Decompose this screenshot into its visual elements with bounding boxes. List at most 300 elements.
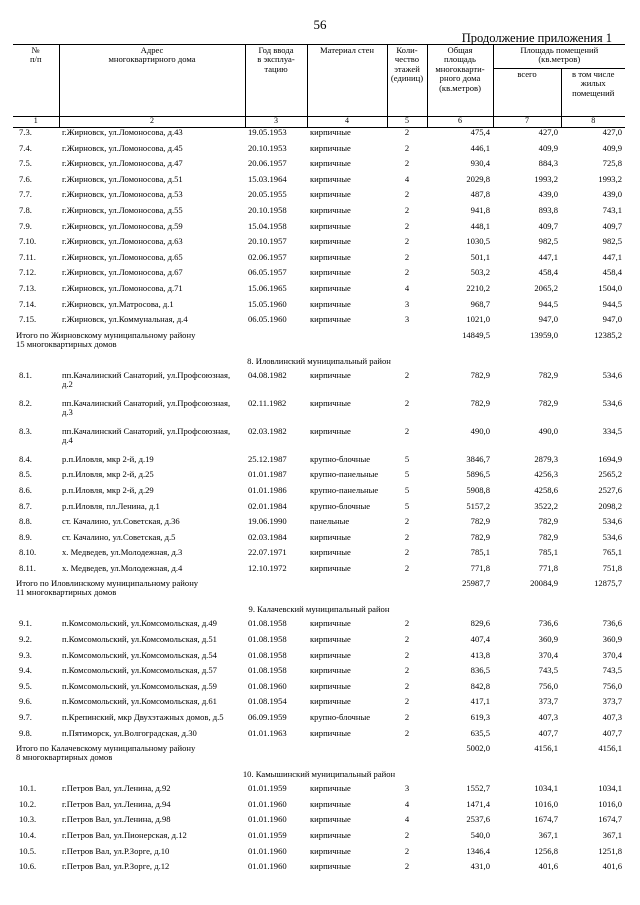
row-premises-residential: 401,6 bbox=[602, 862, 623, 872]
row-address: р.п.Иловля, мкр 2-й, д.25 bbox=[62, 470, 154, 480]
row-year: 20.10.1957 bbox=[248, 237, 287, 247]
row-address: х. Медведев, ул.Молодежная, д.4 bbox=[62, 563, 183, 573]
row-number: 10.1. bbox=[19, 784, 37, 794]
row-number: 9.8. bbox=[19, 728, 32, 738]
district-total-label: Итого по Калачевскому муниципальному району 8 многоквартирных домов bbox=[16, 744, 196, 763]
row-total-area: 5908,8 bbox=[466, 485, 490, 495]
row-floors: 2 bbox=[404, 268, 410, 278]
row-total-area: 1471,4 bbox=[466, 799, 490, 809]
row-premises-all: 771,8 bbox=[538, 563, 558, 573]
row-premises-all: 982,5 bbox=[538, 237, 558, 247]
col-number-2: 2 bbox=[59, 117, 245, 128]
row-year: 01.08.1958 bbox=[248, 635, 287, 645]
row-material: кирпичные bbox=[310, 666, 351, 676]
row-material: кирпичные bbox=[310, 127, 351, 137]
row-year: 01.08.1958 bbox=[248, 650, 287, 660]
district-total-row bbox=[13, 331, 625, 354]
row-address: п.Комсомольский, ул.Комсомольская, д.59 bbox=[62, 681, 217, 691]
row-premises-residential: 360,9 bbox=[602, 635, 623, 645]
row-year: 01.01.1960 bbox=[248, 815, 287, 825]
col-header-total-area: Общая площадь многокварти- рного дома (кв.метров) bbox=[427, 45, 493, 117]
row-year: 01.08.1958 bbox=[248, 619, 287, 629]
row-address: п.Комсомольский, ул.Комсомольская, д.49 bbox=[62, 619, 217, 629]
row-number: 7.6. bbox=[19, 174, 32, 184]
row-year: 06.05.1960 bbox=[248, 315, 287, 325]
col-header-number: № п/п bbox=[13, 45, 59, 117]
row-floors: 5 bbox=[404, 485, 410, 495]
row-floors: 3 bbox=[404, 299, 410, 309]
table-row bbox=[13, 315, 625, 331]
table-row bbox=[13, 800, 625, 816]
row-premises-all: 409,7 bbox=[538, 221, 558, 231]
row-total-area: 836,5 bbox=[470, 666, 490, 676]
continuation-heading: Продолжение приложения 1 bbox=[461, 31, 612, 45]
row-premises-all: 785,1 bbox=[538, 548, 558, 558]
district-section-title: 9. Калачевский муниципальный район bbox=[248, 604, 390, 615]
row-number: 10.2. bbox=[19, 799, 37, 809]
row-address: ст. Качалино, ул.Советская, д.36 bbox=[62, 517, 180, 527]
row-total-area: 782,9 bbox=[470, 517, 490, 527]
district-total-premises-all: 4156,1 bbox=[534, 744, 558, 754]
row-floors: 2 bbox=[404, 681, 410, 691]
row-address: п.Комсомольский, ул.Комсомольская, д.57 bbox=[62, 666, 217, 676]
row-floors: 2 bbox=[404, 370, 410, 380]
row-total-area: 1021,0 bbox=[466, 315, 490, 325]
table-row bbox=[13, 831, 625, 847]
row-floors: 2 bbox=[404, 635, 410, 645]
col-header-premises-residential: в том числе жилых помещений bbox=[561, 69, 625, 117]
row-floors: 3 bbox=[404, 784, 410, 794]
row-premises-all: 782,9 bbox=[538, 398, 558, 408]
row-total-area: 782,9 bbox=[470, 370, 490, 380]
row-premises-residential: 1694,9 bbox=[598, 454, 623, 464]
row-premises-all: 944,5 bbox=[538, 299, 558, 309]
table-row bbox=[13, 517, 625, 533]
row-address: пп.Качалинский Санаторий, ул.Профсоюзная, д.4 bbox=[62, 426, 231, 446]
row-floors: 5 bbox=[404, 454, 410, 464]
row-premises-all: 1034,1 bbox=[534, 784, 558, 794]
row-premises-residential: 1674,7 bbox=[598, 815, 623, 825]
row-material: кирпичные bbox=[310, 635, 351, 645]
table-row bbox=[13, 713, 625, 729]
row-year: 15.06.1965 bbox=[248, 283, 287, 293]
row-year: 15.05.1960 bbox=[248, 299, 287, 309]
row-year: 01.01.1987 bbox=[248, 470, 287, 480]
col-header-year: Год ввода в эксплуа- тацию bbox=[245, 45, 307, 117]
row-material: кирпичные bbox=[310, 398, 351, 408]
row-floors: 2 bbox=[404, 221, 410, 231]
row-total-area: 431,0 bbox=[470, 862, 490, 872]
row-total-area: 1030,5 bbox=[466, 237, 490, 247]
row-total-area: 3846,7 bbox=[466, 454, 490, 464]
district-section-title: 10. Камышинский муниципальный район bbox=[242, 769, 396, 780]
row-address: г.Жирновск, ул.Ломоносова, д.59 bbox=[62, 221, 183, 231]
row-material: кирпичные bbox=[310, 846, 351, 856]
col-header-address: Адрес многоквартирного дома bbox=[59, 45, 245, 117]
row-premises-all: 1016,0 bbox=[534, 799, 558, 809]
table-row bbox=[13, 635, 625, 651]
row-premises-all: 743,5 bbox=[538, 666, 558, 676]
district-total-premises-residential: 12385,2 bbox=[594, 330, 623, 340]
table-row bbox=[13, 815, 625, 831]
row-number: 7.3. bbox=[19, 127, 32, 137]
district-total-premises-residential: 12875,7 bbox=[594, 579, 623, 589]
row-year: 19.06.1990 bbox=[248, 517, 287, 527]
row-total-area: 446,1 bbox=[470, 143, 490, 153]
row-premises-residential: 982,5 bbox=[602, 237, 623, 247]
col-number-4: 4 bbox=[307, 117, 387, 128]
district-total-area: 25987,7 bbox=[462, 579, 490, 589]
row-premises-residential: 409,9 bbox=[602, 143, 623, 153]
page-number: 56 bbox=[313, 17, 327, 32]
row-premises-residential: 725,8 bbox=[602, 159, 623, 169]
row-address: г.Жирновск, ул.Ломоносова, д.63 bbox=[62, 237, 183, 247]
row-number: 7.7. bbox=[19, 190, 32, 200]
table-row bbox=[13, 470, 625, 486]
row-number: 7.4. bbox=[19, 143, 32, 153]
row-total-area: 501,1 bbox=[470, 252, 490, 262]
row-total-area: 785,1 bbox=[470, 548, 490, 558]
row-total-area: 782,9 bbox=[470, 532, 490, 542]
row-number: 10.3. bbox=[19, 815, 37, 825]
district-total-label: Итого по Иловлинскому муниципальному району 11 многоквартирных домов bbox=[16, 579, 199, 598]
row-year: 01.01.1959 bbox=[248, 831, 287, 840]
table-row bbox=[13, 533, 625, 549]
row-address: г.Петров Вал, ул.Р.Зорге, д.10 bbox=[62, 846, 170, 856]
table-row bbox=[13, 729, 625, 745]
table-row bbox=[13, 651, 625, 667]
row-year: 22.07.1971 bbox=[248, 548, 287, 558]
row-premises-all: 447,1 bbox=[538, 252, 558, 262]
row-premises-residential: 534,6 bbox=[602, 370, 623, 380]
row-year: 12.10.1972 bbox=[248, 563, 287, 573]
row-material: кирпичные bbox=[310, 159, 351, 169]
row-number: 8.11. bbox=[19, 563, 36, 573]
row-number: 9.3. bbox=[19, 650, 32, 660]
row-premises-all: 373,7 bbox=[538, 697, 558, 707]
row-address: п.Крепинский, мкр Двухэтажных домов, д.5 bbox=[62, 713, 224, 723]
district-total-area: 5002,0 bbox=[466, 744, 490, 754]
row-premises-residential: 367,1 bbox=[602, 831, 623, 840]
table-row bbox=[13, 502, 625, 518]
row-premises-residential: 1504,0 bbox=[598, 283, 623, 293]
row-number: 8.2. bbox=[19, 398, 32, 408]
row-premises-residential: 743,5 bbox=[602, 666, 623, 676]
row-material: кирпичные bbox=[310, 650, 351, 660]
row-material: кирпичные bbox=[310, 143, 351, 153]
row-total-area: 2537,6 bbox=[466, 815, 490, 825]
row-address: г.Жирновск, ул.Ломоносова, д.71 bbox=[62, 283, 183, 293]
row-premises-all: 407,7 bbox=[538, 728, 558, 738]
row-number: 9.1. bbox=[19, 619, 32, 629]
row-year: 25.12.1987 bbox=[248, 454, 287, 464]
row-address: р.п.Иловля, мкр 2-й, д.19 bbox=[62, 454, 154, 464]
col-header-material: Материал стен bbox=[307, 45, 387, 117]
row-number: 10.5. bbox=[19, 846, 37, 856]
row-premises-residential: 1993,2 bbox=[598, 174, 623, 184]
row-premises-residential: 534,6 bbox=[602, 532, 623, 542]
row-address: пп.Качалинский Санаторий, ул.Профсоюзная, д.2 bbox=[62, 370, 231, 390]
row-premises-residential: 534,6 bbox=[602, 398, 623, 408]
row-floors: 2 bbox=[404, 143, 410, 153]
row-year: 01.08.1960 bbox=[248, 681, 287, 691]
row-number: 8.1. bbox=[19, 370, 32, 380]
row-number: 7.10. bbox=[19, 237, 37, 247]
row-floors: 2 bbox=[404, 517, 410, 527]
row-premises-all: 782,9 bbox=[538, 370, 558, 380]
row-premises-residential: 2565,2 bbox=[598, 470, 623, 480]
row-material: кирпичные bbox=[310, 252, 351, 262]
row-premises-all: 3522,2 bbox=[534, 501, 558, 511]
row-number: 8.3. bbox=[19, 426, 32, 436]
district-section-row bbox=[13, 767, 625, 784]
row-material: кирпичные bbox=[310, 799, 351, 809]
row-material: крупно-блочные bbox=[310, 454, 371, 464]
row-total-area: 842,8 bbox=[470, 681, 490, 691]
row-material: кирпичные bbox=[310, 221, 351, 231]
row-year: 02.11.1982 bbox=[248, 398, 287, 408]
table-row bbox=[13, 128, 625, 144]
row-year: 06.05.1957 bbox=[248, 268, 287, 278]
row-year: 02.01.1984 bbox=[248, 501, 287, 511]
row-premises-residential: 2098,2 bbox=[598, 501, 623, 511]
row-total-area: 941,8 bbox=[470, 205, 490, 215]
table-row bbox=[13, 455, 625, 471]
row-floors: 4 bbox=[404, 799, 410, 809]
row-floors: 2 bbox=[404, 237, 410, 247]
table-row bbox=[13, 300, 625, 316]
table-row bbox=[13, 190, 625, 206]
row-total-area: 490,0 bbox=[470, 426, 490, 436]
row-premises-all: 1993,2 bbox=[534, 174, 558, 184]
row-material: кирпичные bbox=[310, 370, 351, 380]
row-premises-residential: 947,0 bbox=[602, 315, 623, 325]
row-year: 01.01.1960 bbox=[248, 846, 287, 856]
row-total-area: 619,3 bbox=[470, 713, 490, 723]
row-year: 01.01.1986 bbox=[248, 485, 287, 495]
row-floors: 2 bbox=[404, 159, 410, 169]
table-row bbox=[13, 268, 625, 284]
row-year: 02.06.1957 bbox=[248, 252, 287, 262]
row-premises-all: 458,4 bbox=[538, 268, 558, 278]
row-total-area: 930,4 bbox=[470, 159, 490, 169]
row-year: 01.08.1958 bbox=[248, 666, 287, 676]
row-premises-all: 401,6 bbox=[538, 862, 558, 872]
row-material: кирпичные bbox=[310, 299, 351, 309]
row-floors: 5 bbox=[404, 470, 410, 480]
row-premises-residential: 409,7 bbox=[602, 221, 623, 231]
row-number: 7.13. bbox=[19, 283, 37, 293]
table-row bbox=[13, 399, 625, 427]
row-year: 15.04.1958 bbox=[248, 221, 287, 231]
row-total-area: 771,8 bbox=[470, 563, 490, 573]
row-year: 19.05.1953 bbox=[248, 127, 287, 137]
row-number: 7.8. bbox=[19, 205, 32, 215]
row-material: кирпичные bbox=[310, 831, 351, 840]
row-premises-residential: 944,5 bbox=[602, 299, 623, 309]
row-premises-all: 2879,3 bbox=[534, 454, 558, 464]
row-total-area: 487,8 bbox=[470, 190, 490, 200]
row-material: крупно-блочные bbox=[310, 501, 371, 511]
row-floors: 2 bbox=[404, 426, 410, 436]
row-address: п.Комсомольский, ул.Комсомольская, д.51 bbox=[62, 635, 217, 645]
row-year: 01.01.1960 bbox=[248, 862, 287, 872]
row-total-area: 1552,7 bbox=[466, 784, 490, 794]
row-premises-all: 409,9 bbox=[538, 143, 558, 153]
row-address: ст. Качалино, ул.Советская, д.5 bbox=[62, 532, 176, 542]
row-premises-residential: 334,5 bbox=[602, 426, 623, 436]
row-premises-all: 782,9 bbox=[538, 517, 558, 527]
row-premises-residential: 407,3 bbox=[602, 713, 623, 723]
row-number: 8.6. bbox=[19, 485, 32, 495]
row-address: г.Жирновск, ул.Коммунальная, д.4 bbox=[62, 315, 188, 325]
row-floors: 2 bbox=[404, 398, 410, 408]
row-address: г.Жирновск, ул.Ломоносова, д.43 bbox=[62, 127, 183, 137]
row-material: кирпичные bbox=[310, 315, 351, 325]
table-row bbox=[13, 222, 625, 238]
row-floors: 2 bbox=[404, 846, 410, 856]
table-row bbox=[13, 548, 625, 564]
row-number: 8.10. bbox=[19, 548, 37, 558]
row-premises-all: 1674,7 bbox=[534, 815, 558, 825]
table-row bbox=[13, 159, 625, 175]
row-floors: 2 bbox=[404, 252, 410, 262]
table-row bbox=[13, 284, 625, 300]
row-year: 01.01.1959 bbox=[248, 784, 287, 794]
row-address: г.Жирновск, ул.Ломоносова, д.47 bbox=[62, 159, 183, 169]
row-premises-residential: 1251,8 bbox=[598, 846, 623, 856]
row-number: 8.9. bbox=[19, 532, 32, 542]
row-address: г.Жирновск, ул.Ломоносова, д.55 bbox=[62, 205, 183, 215]
row-address: г.Петров Вал, ул.Ленина, д.92 bbox=[62, 784, 171, 794]
row-premises-all: 893,8 bbox=[538, 205, 558, 215]
row-material: кирпичные bbox=[310, 426, 351, 436]
row-floors: 2 bbox=[404, 666, 410, 676]
row-number: 10.6. bbox=[19, 862, 37, 872]
row-premises-all: 360,9 bbox=[538, 635, 558, 645]
col-number-8: 8 bbox=[561, 117, 625, 128]
district-section-title: 8. Иловлинский муниципальный район bbox=[247, 355, 391, 366]
district-total-premises-all: 13959,0 bbox=[530, 330, 558, 340]
table-row bbox=[13, 697, 625, 713]
row-year: 01.01.1960 bbox=[248, 799, 287, 809]
row-floors: 4 bbox=[404, 174, 410, 184]
col-header-premises-area: Площадь помещений (кв.метров) bbox=[493, 45, 625, 69]
row-number: 7.12. bbox=[19, 268, 37, 278]
row-premises-residential: 765,1 bbox=[602, 548, 623, 558]
row-total-area: 540,0 bbox=[470, 831, 490, 840]
row-material: кирпичные bbox=[310, 237, 351, 247]
row-premises-all: 4256,3 bbox=[534, 470, 558, 480]
row-premises-all: 756,0 bbox=[538, 681, 558, 691]
row-premises-all: 427,0 bbox=[538, 127, 558, 137]
row-material: кирпичные bbox=[310, 619, 351, 629]
row-year: 04.08.1982 bbox=[248, 370, 287, 380]
row-material: кирпичные bbox=[310, 728, 351, 738]
row-address: г.Петров Вал, ул.Ленина, д.94 bbox=[62, 799, 171, 809]
row-premises-all: 884,3 bbox=[538, 159, 558, 169]
row-premises-all: 367,1 bbox=[538, 831, 558, 840]
row-premises-residential: 736,6 bbox=[602, 619, 623, 629]
row-material: крупно-блочные bbox=[310, 713, 371, 723]
row-total-area: 782,9 bbox=[470, 398, 490, 408]
row-floors: 2 bbox=[404, 127, 410, 137]
district-total-row bbox=[13, 579, 625, 602]
row-address: п.Комсомольский, ул.Комсомольская, д.61 bbox=[62, 697, 217, 707]
row-address: г.Петров Вал, ул.Р.Зорге, д.12 bbox=[62, 862, 170, 872]
table-row bbox=[13, 564, 625, 580]
col-number-6: 6 bbox=[427, 117, 493, 128]
col-header-premises-all: всего bbox=[493, 69, 561, 117]
district-total-row bbox=[13, 744, 625, 767]
row-year: 06.09.1959 bbox=[248, 713, 287, 723]
table-row bbox=[13, 371, 625, 399]
row-floors: 2 bbox=[404, 548, 410, 558]
row-year: 01.01.1963 bbox=[248, 728, 287, 738]
row-number: 9.6. bbox=[19, 697, 32, 707]
row-total-area: 2029,8 bbox=[466, 174, 490, 184]
row-total-area: 968,7 bbox=[470, 299, 490, 309]
row-floors: 2 bbox=[404, 862, 410, 872]
row-year: 20.10.1958 bbox=[248, 205, 287, 215]
col-number-1: 1 bbox=[13, 117, 59, 128]
row-premises-all: 736,6 bbox=[538, 619, 558, 629]
row-year: 01.08.1954 bbox=[248, 697, 287, 707]
col-number-5: 5 bbox=[387, 117, 427, 128]
row-address: п.Комсомольский, ул.Комсомольская, д.54 bbox=[62, 650, 217, 660]
row-number: 10.4. bbox=[19, 831, 37, 840]
row-number: 9.4. bbox=[19, 666, 32, 676]
row-number: 8.5. bbox=[19, 470, 32, 480]
row-material: кирпичные bbox=[310, 268, 351, 278]
table-row bbox=[13, 253, 625, 269]
row-premises-all: 2065,2 bbox=[534, 283, 558, 293]
row-floors: 2 bbox=[404, 563, 410, 573]
row-floors: 2 bbox=[404, 190, 410, 200]
row-premises-residential: 756,0 bbox=[602, 681, 623, 691]
row-address: г.Жирновск, ул.Матросова, д.1 bbox=[62, 299, 174, 309]
row-premises-all: 782,9 bbox=[538, 532, 558, 542]
table-row bbox=[13, 206, 625, 222]
row-year: 20.06.1957 bbox=[248, 159, 287, 169]
row-floors: 5 bbox=[404, 501, 410, 511]
table-row bbox=[13, 682, 625, 698]
row-floors: 2 bbox=[404, 697, 410, 707]
table-row bbox=[13, 666, 625, 682]
row-premises-all: 370,4 bbox=[538, 650, 558, 660]
row-total-area: 417,1 bbox=[470, 697, 490, 707]
row-premises-residential: 1016,0 bbox=[598, 799, 623, 809]
row-premises-residential: 447,1 bbox=[602, 252, 623, 262]
row-premises-residential: 751,8 bbox=[602, 563, 623, 573]
row-floors: 4 bbox=[404, 283, 410, 293]
row-material: кирпичные bbox=[310, 174, 351, 184]
row-address: п.Пятиморск, ул.Волгоградская, д.30 bbox=[62, 728, 197, 738]
row-floors: 2 bbox=[404, 728, 410, 738]
row-number: 9.7. bbox=[19, 713, 32, 723]
row-address: г.Петров Вал, ул.Пионерская, д.12 bbox=[62, 831, 187, 840]
table-row bbox=[13, 175, 625, 191]
row-floors: 2 bbox=[404, 713, 410, 723]
row-material: кирпичные bbox=[310, 548, 351, 558]
row-material: кирпичные bbox=[310, 681, 351, 691]
row-floors: 2 bbox=[404, 205, 410, 215]
table-row bbox=[13, 862, 625, 878]
district-section-row bbox=[13, 354, 625, 371]
col-number-7: 7 bbox=[493, 117, 561, 128]
row-premises-residential: 407,7 bbox=[602, 728, 623, 738]
row-premises-residential: 1034,1 bbox=[598, 784, 623, 794]
